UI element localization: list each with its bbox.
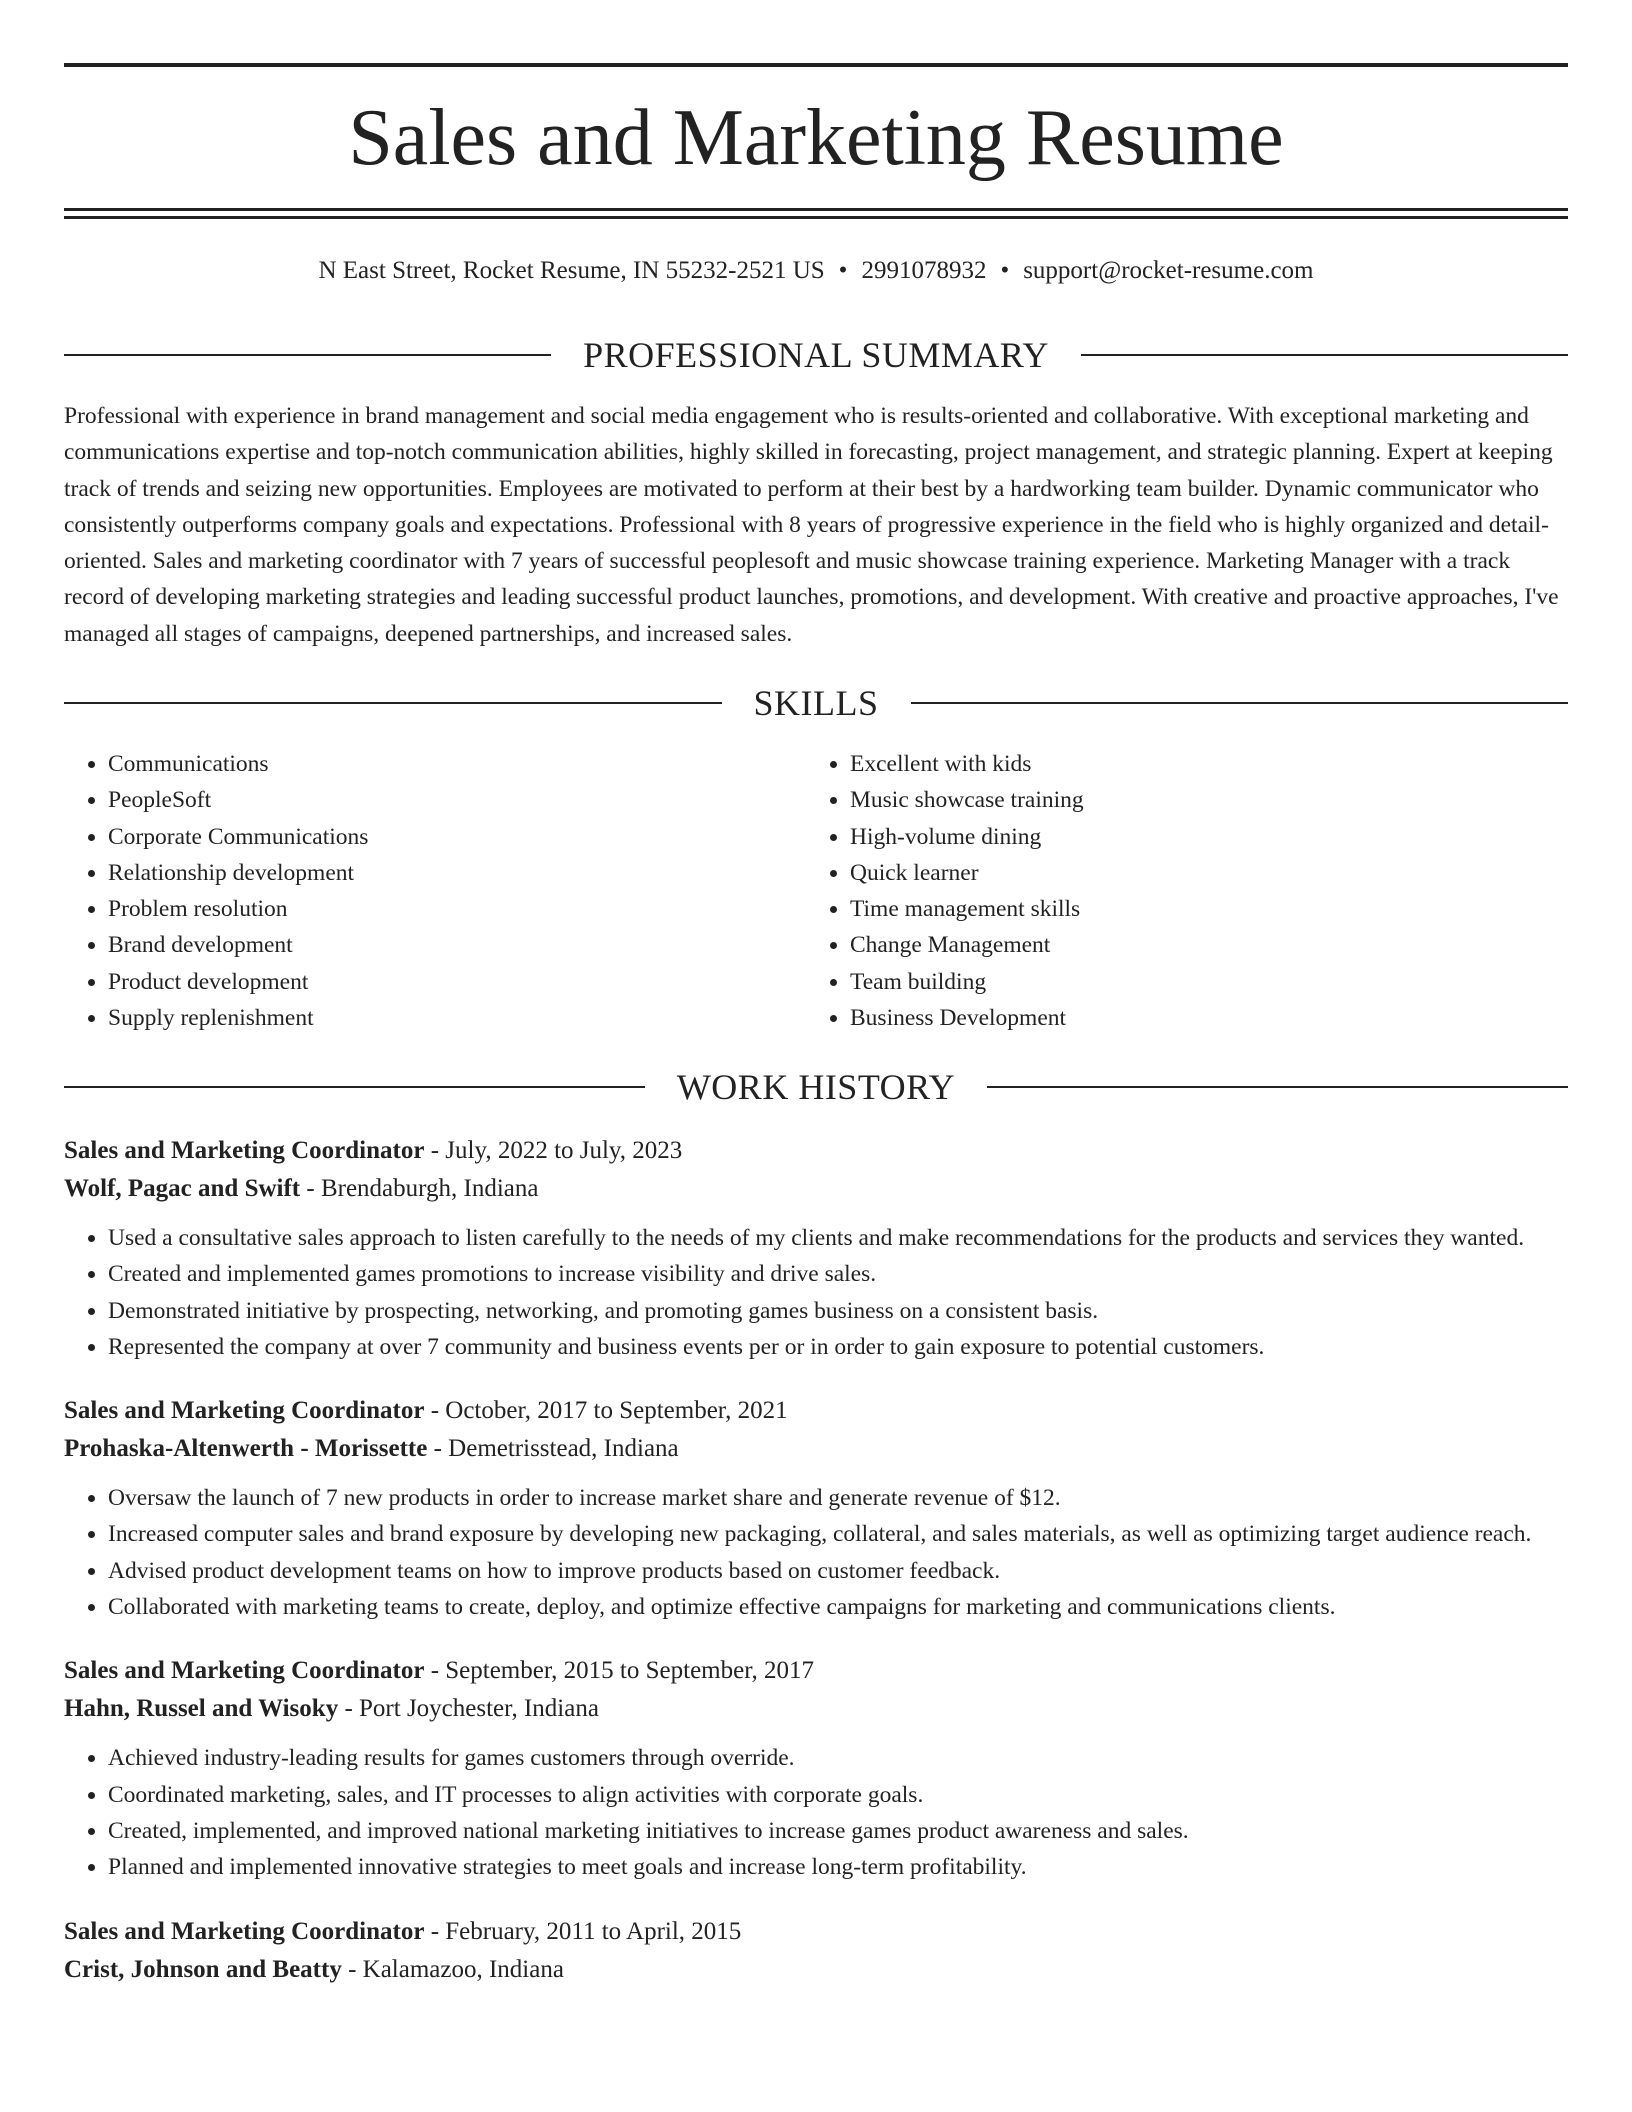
title-rule-lower — [64, 216, 1568, 219]
skills-column-right — [806, 746, 1548, 1036]
skill-item: • Time management skills — [850, 891, 1548, 927]
job-title: Sales and Marketing Coordinator — [64, 1397, 425, 1425]
professional-summary-text: Professional with experience in brand management and social media engagement who is results-oriented and collaborative. With exceptional marketing and communications expertise and top-notch communication abilities, highly skilled in forecasting, project management, and strategic planning. Expert at keeping track of trends and seizing new opportunities. Employees are motivated to perform at their best by a hardworking team builder. Dynamic communicator who consistently outperforms company goals and expectations. Professional with 8 years of progressive experience in the field who is highly organized and detail-oriented. Sales and marketing coordinator with 7 years of successful peoplesoft and music showcase training experience. Marketing Manager with a track record of developing marketing strategies and leading successful product launches, promotions, and development. With creative and proactive approaches, I've managed all stages of campaigns, deepened partnerships, and increased sales. — [64, 403, 1559, 647]
work-history-heading-label: WORK HISTORY — [676, 1067, 956, 1107]
job-company-line — [64, 1170, 1568, 1208]
job-bullet: • Collaborated with marketing teams to create, deploy, and optimize effective campaigns for marketing and communications clients. — [108, 1589, 1568, 1625]
job-title: Sales and Marketing Coordinator — [64, 1917, 425, 1945]
skill-item: • Problem resolution — [108, 891, 806, 927]
job-title-line — [64, 1652, 1568, 1690]
job-dates: - October, 2017 to September, 2021 — [424, 1397, 788, 1425]
job-entry — [64, 1392, 1568, 1625]
job-bullets — [64, 1480, 1568, 1625]
job-title: Sales and Marketing Coordinator — [64, 1137, 425, 1164]
job-title-line — [64, 1392, 1568, 1430]
skill-item: • Change Management — [850, 927, 1548, 963]
job-bullets — [64, 1220, 1568, 1365]
job-dates: - September, 2015 to September, 2017 — [424, 1657, 815, 1685]
job-bullet: • Used a consultative sales approach to listen carefully to the needs of my clients and make recommendations for the products and services they wanted. — [108, 1220, 1568, 1256]
job-bullet: • Increased computer sales and brand exposure by developing new packaging, collateral, and sales materials, as well as optimizing target audience reach. — [108, 1516, 1568, 1552]
job-company: Hahn, Russel and Wisoky — [64, 1695, 339, 1723]
skill-item: • Product development — [108, 964, 806, 1000]
skills-heading-label: SKILLS — [753, 683, 879, 723]
skills-list — [64, 746, 1568, 1036]
job-company-line — [64, 1690, 1568, 1728]
job-location: - Demetrisstead, Indiana — [427, 1435, 679, 1463]
job-dates: - July, 2022 to July, 2023 — [424, 1137, 683, 1164]
contact-separator: • — [1000, 257, 1010, 284]
skills-column-left — [64, 746, 806, 1036]
job-company: Prohaska-Altenwerth - Morissette — [64, 1435, 428, 1463]
work-history-section-heading — [64, 1065, 1568, 1109]
heading-rule-right — [1081, 354, 1568, 356]
summary-heading-label: PROFESSIONAL SUMMARY — [583, 335, 1049, 375]
skills-section-heading — [64, 681, 1568, 725]
job-bullet: • Created, implemented, and improved national marketing initiatives to increase games product awareness and sales. — [108, 1813, 1568, 1849]
job-bullet: • Advised product development teams on how to improve products based on customer feedback. — [108, 1553, 1568, 1589]
job-bullet: • Achieved industry-leading results for games customers through override. — [108, 1740, 1568, 1776]
job-bullet: • Created and implemented games promotions to increase visibility and drive sales. — [108, 1256, 1568, 1292]
job-entry — [64, 1652, 1568, 1885]
job-dates: - February, 2011 to April, 2015 — [424, 1917, 742, 1945]
skill-item: • Quick learner — [850, 855, 1548, 891]
heading-rule-right — [911, 702, 1569, 704]
contact-email: support@rocket-resume.com — [1023, 257, 1314, 284]
skill-item: • PeopleSoft — [108, 782, 806, 818]
skill-item: • Communications — [108, 746, 806, 782]
job-location: - Brendaburgh, Indiana — [300, 1175, 539, 1202]
skill-item: • High-volume dining — [850, 819, 1548, 855]
job-company: Crist, Johnson and Beatty — [64, 1955, 342, 1983]
resume-title: Sales and Marketing Resume — [348, 94, 1284, 182]
top-rule — [64, 63, 1568, 67]
heading-rule-left — [64, 1086, 645, 1088]
contact-phone: 2991078932 — [861, 257, 987, 284]
skill-item: • Supply replenishment — [108, 1000, 806, 1036]
job-bullet: • Represented the company at over 7 community and business events per or in order to gain exposure to potential customers. — [108, 1329, 1568, 1365]
heading-rule-left — [64, 702, 722, 704]
title-rule-upper — [64, 208, 1568, 211]
job-bullet: • Demonstrated initiative by prospecting, networking, and promoting games business on a consistent basis. — [108, 1293, 1568, 1329]
work-history-list — [64, 1132, 1568, 2016]
job-title-line — [64, 1132, 1568, 1170]
skill-item: • Excellent with kids — [850, 746, 1548, 782]
job-location: - Kalamazoo, Indiana — [341, 1955, 564, 1983]
contact-address: N East Street, Rocket Resume, IN 55232-2521 US — [318, 257, 825, 284]
skill-item: • Music showcase training — [850, 782, 1548, 818]
job-entry — [64, 1132, 1568, 1365]
job-bullet: • Planned and implemented innovative strategies to meet goals and increase long-term profitability. — [108, 1849, 1568, 1885]
job-company: Wolf, Pagac and Swift — [64, 1175, 301, 1202]
job-company-line — [64, 1430, 1568, 1468]
heading-rule-right — [987, 1086, 1568, 1088]
contact-line — [64, 254, 1568, 288]
skill-item: • Relationship development — [108, 855, 806, 891]
skill-item: • Brand development — [108, 927, 806, 963]
contact-separator: • — [838, 257, 848, 284]
job-bullet: • Oversaw the launch of 7 new products in order to increase market share and generate revenue of $12. — [108, 1480, 1568, 1516]
job-bullets — [64, 1740, 1568, 1885]
job-location: - Port Joychester, Indiana — [338, 1695, 599, 1723]
job-bullet: • Coordinated marketing, sales, and IT processes to align activities with corporate goals. — [108, 1777, 1568, 1813]
skill-item: • Team building — [850, 964, 1548, 1000]
job-entry — [64, 1913, 1568, 1989]
heading-rule-left — [64, 354, 551, 356]
summary-section-heading — [64, 333, 1568, 377]
skill-item: • Corporate Communications — [108, 819, 806, 855]
job-title-line — [64, 1913, 1568, 1951]
job-title: Sales and Marketing Coordinator — [64, 1657, 425, 1685]
job-company-line — [64, 1951, 1568, 1989]
skill-item: • Business Development — [850, 1000, 1548, 1036]
